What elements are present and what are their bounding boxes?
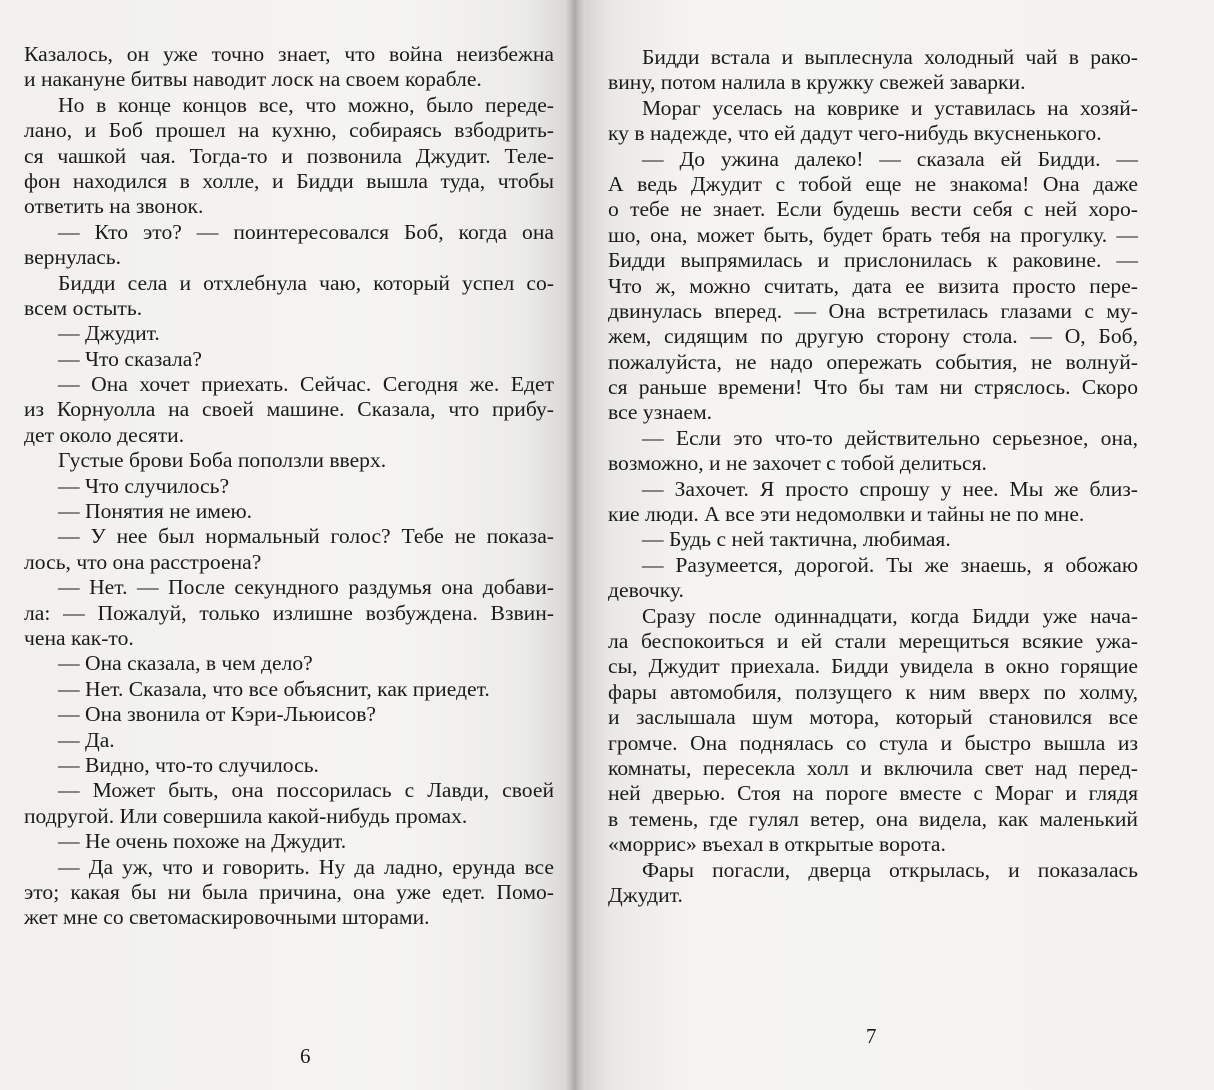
text-line: ней дверью. Стоя на пороге вместе с Мораг и глядя [608,781,1138,806]
text-line: Джудит. [608,882,683,907]
text-line: ся чашкой чая. Тогда-то и позвонила Джудит. Теле- [24,143,554,168]
text-line: Бидди выпрямилась и прислонилась к раковине. — [608,248,1138,273]
left-page-body-text [24,42,554,931]
text-line: и накануне битвы наводит лоск на своем корабле. [24,67,482,92]
text-line: Казалось, он уже точно знает, что война неизбежна [24,42,554,66]
text-line: дет около десяти. [24,422,185,447]
text-line: — До ужина далеко! — сказала ей Бидди. — [642,146,1138,171]
text-line: Густые брови Боба поползли вверх. [58,448,387,473]
text-line: ла беспокоиться и ей стали мерещиться всякие ужа- [608,628,1138,653]
text-line: — Что случилось? [58,473,230,498]
text-line: — Она хочет приехать. Сейчас. Сегодня же. Едет [58,372,554,397]
text-line: — Нет. Сказала, что все объяснит, как приедет. [58,676,490,701]
text-line: — Она звонила от Кэри-Льюисов? [58,702,376,727]
text-line: кие люди. А все эти недомолвки и тайны не по мне. [608,502,1085,527]
text-line: двинулась вперед. — Она встретилась глазами с му- [608,298,1138,323]
text-line: Сразу после одиннадцати, когда Бидди уже нача- [642,603,1138,628]
right-page-body-text [608,45,1138,908]
text-line: лось, что она расстроена? [24,549,262,574]
text-line: — Она сказала, в чем дело? [58,651,313,676]
text-line: фары автомобиля, ползущего к ним вверх по холму, [608,679,1138,704]
text-line: пожалуйста, не надо опережать события, не волнуй- [608,349,1138,374]
text-line: чена как-то. [24,625,134,650]
text-line: «моррис» въехал в открытые ворота. [608,832,946,857]
text-line: — Кто это? — поинтересовался Боб, когда она [58,219,554,244]
text-line: — Что сказала? [58,346,202,371]
text-line: лано, и Боб прошел на кухню, собираясь взбодрить- [24,118,554,143]
text-line: — Если это что-то действительно серьезное, она, [642,425,1138,450]
text-line: Но в конце концов все, что можно, было переде- [58,92,554,117]
text-line: возможно, и не захочет с тобой делиться. [608,451,987,476]
text-line: Бидди встала и выплеснула холодный чай в рако- [642,45,1138,69]
text-line: это; какая бы ни была причина, она уже едет. Помо- [24,879,554,904]
text-line: все узнаем. [608,400,713,425]
text-line: — Не очень похоже на Джудит. [58,829,347,854]
text-line: комнаты, пересекла холл и включила свет над перед- [608,755,1138,780]
text-line: ла: — Пожалуй, только излишне возбуждена. Взвин- [24,600,554,625]
left-page-number: 6 [300,1044,311,1068]
text-line: Бидди села и отхлебнула чаю, который успел со- [58,270,554,295]
text-line: девочку. [608,578,684,603]
book-gutter [566,0,586,1090]
text-line: — Понятия не имею. [58,499,253,524]
text-line: шо, она, может быть, будет брать тебя на прогулку. — [608,222,1138,247]
text-line: Мораг уселась на коврике и уставилась на хозяй- [642,95,1138,120]
text-line: и заслышала шум мотора, который становился все [608,705,1138,730]
text-line: из Корнуолла на своей машине. Сказала, что прибу- [24,397,554,422]
text-line: ся раньше времени! Что бы там ни стряслось. Скоро [608,375,1138,400]
text-line: о тебе не знает. Если будешь вести себя с ней хоро- [608,197,1138,222]
right-page-number: 7 [866,1024,877,1048]
text-line: — Будь с ней тактична, любимая. [642,527,951,552]
text-line: громче. Она поднялась со стула и быстро вышла из [608,730,1138,755]
text-line: в темень, где гулял ветер, она видела, как маленький [608,806,1138,831]
text-line: — Да уж, что и говорить. Ну да ладно, ерунда все [58,854,554,879]
text-line: фон находился в холле, и Бидди вышла туда, чтобы [24,168,554,193]
text-line: ответить на звонок. [24,194,204,219]
text-line: — Захочет. Я просто спрошу у нее. Мы же близ- [642,476,1138,501]
text-line: А ведь Джудит с тобой еще не знакома! Она даже [608,171,1138,196]
text-line: жет мне со светомаскировочными шторами. [24,905,430,930]
text-line: вернулась. [24,245,122,270]
text-line: сы, Джудит приехала. Бидди увидела в окно горящие [608,654,1138,679]
text-line: — Нет. — После секундного раздумья она добави- [58,575,554,600]
text-line: — Да. [58,727,115,752]
text-line: — Джудит. [58,321,160,346]
text-line: подругой. Или совершила какой-нибудь промах. [24,803,468,828]
text-line: — Разумеется, дорогой. Ты же знаешь, я обожаю [642,552,1138,577]
text-line: вину, потом налила в кружку свежей заварки. [608,70,1026,95]
left-page [0,0,572,1090]
text-line: — У нее был нормальный голос? Тебе не показа- [58,524,554,549]
right-page [578,0,1214,1090]
text-line: — Видно, что-то случилось. [58,752,319,777]
text-line: — Может быть, она поссорилась с Лавди, своей [58,778,554,803]
text-line: всем остыть. [24,295,143,320]
text-line: жем, сидящим по другую сторону стола. — О, Боб, [608,324,1138,349]
text-line: Фары погасли, дверца открылась, и показалась [642,857,1138,882]
text-line: Что ж, можно считать, дата ее визита просто пере- [608,273,1138,298]
text-line: ку в надежде, что ей дадут чего-нибудь вкусненького. [608,121,1102,146]
